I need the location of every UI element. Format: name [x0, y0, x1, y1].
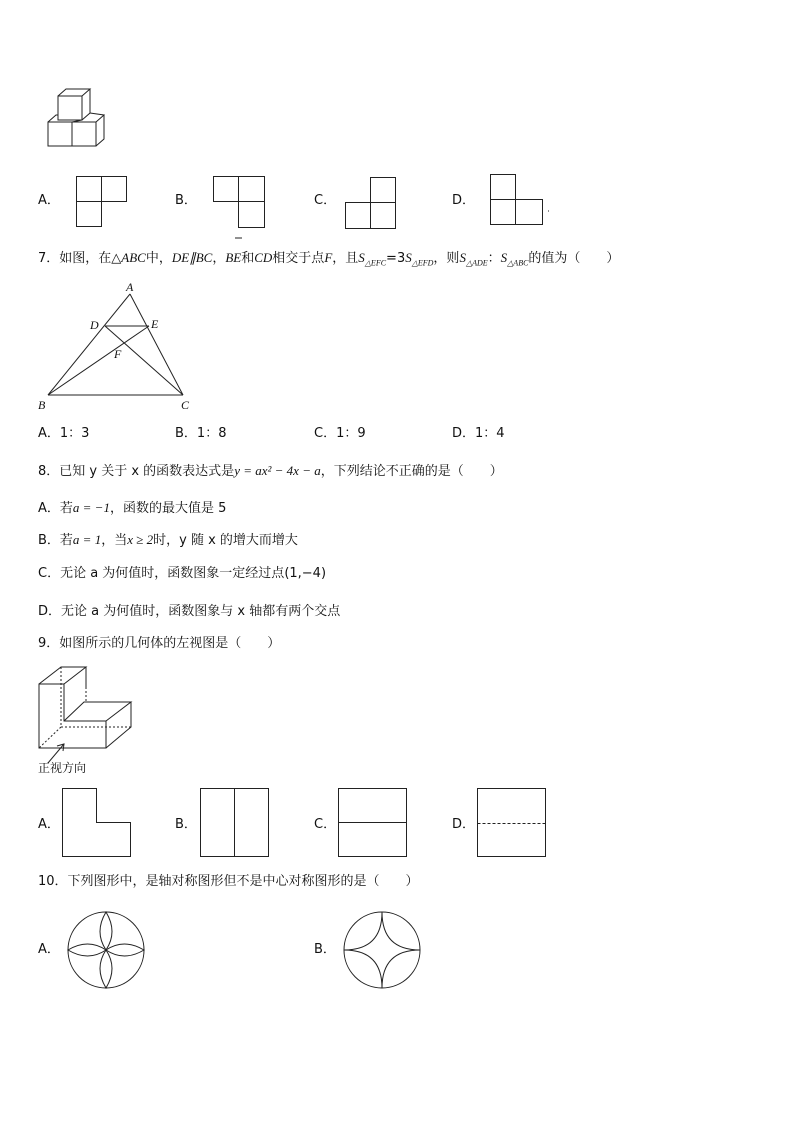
q7-option-d[interactable]: D．1：4	[452, 426, 505, 441]
q7-option-b[interactable]: B．1：8	[175, 426, 227, 441]
q7-option-a[interactable]: A．1：3	[38, 426, 90, 441]
q6-option-c-view[interactable]	[345, 177, 397, 231]
q7-point-b: B	[38, 398, 46, 412]
q7-point-a: A	[126, 280, 134, 294]
q7-point-c: C	[181, 398, 190, 412]
q7-stem: 7．如图，在△ABC中，DE∥BC，BE和CD相交于点F，且$S_{\triangle EFC}=3S_{\triangle EFD}$，则$S_{\triangle ADE}$：$S_{\triangle ABC}$的值为（ ）	[38, 250, 620, 268]
q10-option-a-figure[interactable]	[66, 910, 146, 990]
q6-option-b-label: B．	[175, 193, 197, 208]
q9-stem: 9．如图所示的几何体的左视图是（ ）	[38, 636, 281, 651]
q6-option-c-label: C．	[314, 193, 337, 208]
q6-option-d-label: D．	[452, 193, 476, 208]
q8-option-b[interactable]: B．若a = 1，当x ≥ 2时，y 随 x 的增大而增大	[38, 532, 298, 548]
q7-point-e: E	[151, 317, 159, 331]
q9-option-a-view[interactable]	[62, 788, 132, 858]
q9-option-d-label: D．	[452, 817, 476, 832]
q7-point-d: D	[90, 318, 99, 332]
q9-option-b-view[interactable]	[200, 788, 270, 858]
q7-point-f: F	[114, 347, 122, 361]
q7-option-c[interactable]: C．1：9	[314, 426, 366, 441]
q6-option-d-view[interactable]	[490, 174, 552, 228]
q9-option-c-label: C．	[314, 817, 337, 832]
q9-direction-label: 正视方向	[38, 761, 87, 775]
cube-stack-figure	[44, 86, 110, 148]
q9-option-c-view[interactable]	[338, 788, 408, 858]
q8-option-d[interactable]: D．无论 a 为何值时，函数图象与 x 轴都有两个交点	[38, 604, 341, 619]
q9-solid-figure	[36, 664, 138, 756]
q9-option-b-label: B．	[175, 817, 197, 832]
q6-option-b-view[interactable]	[213, 176, 267, 242]
q6-option-a-view[interactable]	[76, 176, 128, 228]
q10-option-a-label: A．	[38, 942, 60, 957]
q9-option-a-label: A．	[38, 817, 60, 832]
q10-stem: 10．下列图形中，是轴对称图形但不是中心对称图形的是（ ）	[38, 874, 419, 889]
q8-stem: 8．已知 y 关于 x 的函数表达式是y = ax² − 4x − a，下列结论不正确的是（ ）	[38, 463, 503, 479]
q8-option-c[interactable]: C．无论 a 为何值时，函数图象一定经过点(1,−4)	[38, 566, 327, 581]
q10-option-b-figure[interactable]	[342, 910, 422, 990]
q9-option-d-view[interactable]	[477, 788, 547, 858]
q6-option-a-label: A．	[38, 193, 60, 208]
q10-option-b-label: B．	[314, 942, 336, 957]
q8-option-a[interactable]: A．若a = −1，函数的最大值是 5	[38, 500, 227, 516]
